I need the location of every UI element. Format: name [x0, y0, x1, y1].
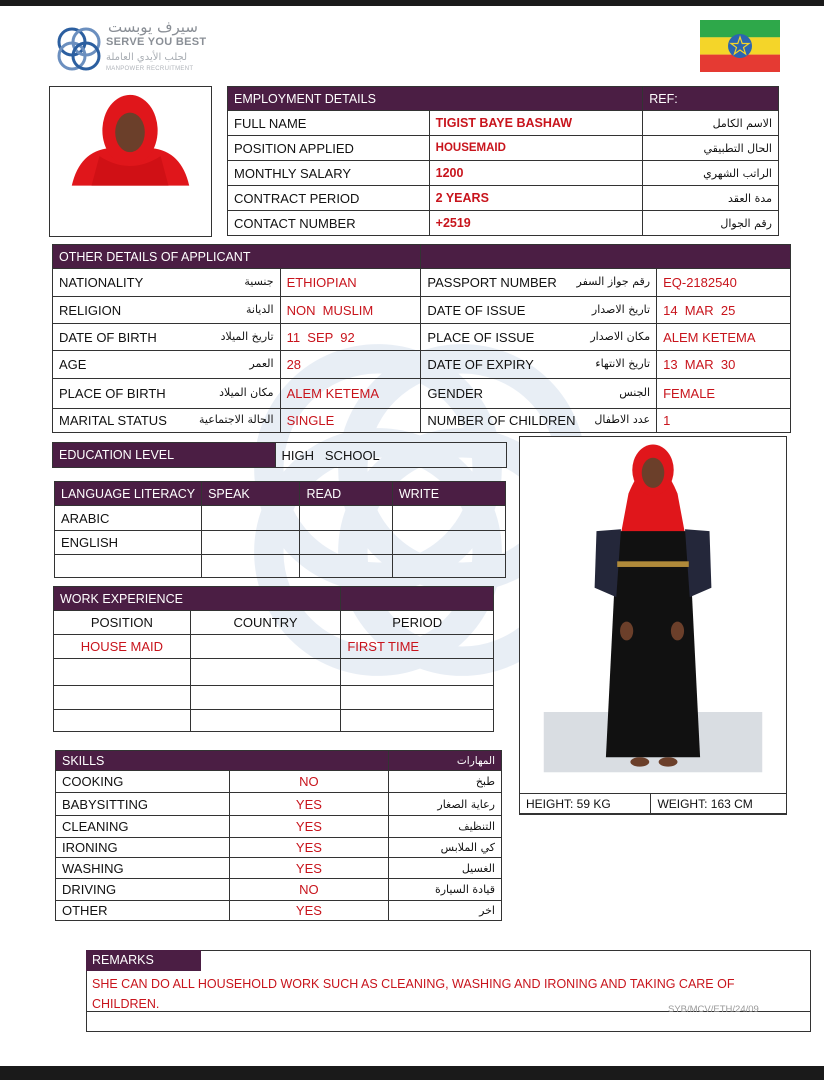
passport-number-value: EQ-2182540	[657, 269, 791, 297]
speak-header: SPEAK	[202, 482, 300, 506]
ethiopia-flag-icon	[700, 20, 780, 72]
skill-washing-value: YES	[229, 858, 388, 879]
work-position-value: HOUSE MAID	[54, 635, 191, 659]
skill-other-arabic: اخر	[389, 901, 502, 921]
portrait-photo	[49, 86, 212, 237]
skills-header: SKILLS	[56, 751, 389, 771]
date-of-issue-label: DATE OF ISSUE تاريخ الاصدار	[421, 297, 657, 324]
empty-speak	[202, 555, 300, 578]
education-level-value: HIGH SCHOOL	[275, 443, 506, 468]
work-row-empty	[190, 686, 341, 710]
work-period-value: FIRST TIME	[341, 635, 494, 659]
work-country-value	[190, 635, 341, 659]
position-applied-value: HOUSEMAID	[429, 136, 643, 161]
logo-arabic-text: سيرف يوبست	[108, 18, 198, 36]
contact-number-value: +2519	[429, 211, 643, 236]
skill-cleaning-label: CLEANING	[56, 816, 230, 838]
nationality-value: ETHIOPIAN	[280, 269, 421, 297]
employment-details-table	[227, 86, 779, 236]
skill-other-value: YES	[229, 901, 388, 921]
gender-value: FEMALE	[657, 379, 791, 409]
applicant-details-header-right	[421, 245, 791, 269]
top-border	[0, 0, 824, 6]
woman-portrait-icon	[50, 87, 211, 236]
skills-header-arabic: المهارات	[389, 751, 502, 771]
arabic-read	[300, 506, 392, 531]
english-read	[300, 531, 392, 555]
skill-babysitting-label: BABYSITTING	[56, 793, 230, 816]
date-of-expiry-label: DATE OF EXPIRY تاريخ الانتهاء	[421, 351, 657, 379]
height-value: HEIGHT: 59 KG	[520, 794, 651, 815]
logo-english-text: SERVE YOU BEST	[106, 36, 207, 48]
language-empty	[55, 555, 202, 578]
reference-code: SYB/MCV/ETH/24/09	[668, 1004, 759, 1015]
weight-value: WEIGHT: 163 CM	[651, 794, 787, 815]
education-table	[52, 442, 507, 468]
read-header: READ	[300, 482, 392, 506]
skill-driving-value: NO	[229, 879, 388, 901]
work-row-empty	[190, 710, 341, 732]
work-row-empty	[54, 710, 191, 732]
arabic-write	[392, 506, 505, 531]
applicant-details-header: OTHER DETAILS OF APPLICANT	[53, 245, 421, 269]
skill-ironing-value: YES	[229, 838, 388, 858]
skill-cooking-label: COOKING	[56, 771, 230, 793]
skill-cooking-value: NO	[229, 771, 388, 793]
place-of-issue-label: PLACE OF ISSUE مكان الاصدار	[421, 324, 657, 351]
work-row-empty	[341, 659, 494, 686]
country-column-header: COUNTRY	[190, 611, 341, 635]
contract-period-label: CONTRACT PERIOD	[228, 186, 430, 211]
date-of-birth-label: DATE OF BIRTH تاريخ الميلاد	[53, 324, 281, 351]
company-logo-icon	[54, 22, 104, 76]
skill-babysitting-arabic: رعاية الصغار	[389, 793, 502, 816]
date-of-birth-value: 11 SEP 92	[280, 324, 421, 351]
place-of-birth-label: PLACE OF BIRTH مكان الميلاد	[53, 379, 281, 409]
employment-details-header: EMPLOYMENT DETAILS	[228, 87, 643, 111]
monthly-salary-arabic: الراتب الشهري	[643, 161, 779, 186]
age-value: 28	[280, 351, 421, 379]
full-name-label: FULL NAME	[228, 111, 430, 136]
work-row-empty	[54, 686, 191, 710]
work-row-empty	[190, 659, 341, 686]
logo-tagline: MANPOWER RECRUITMENT	[106, 66, 194, 72]
place-of-birth-value: ALEM KETEMA	[280, 379, 421, 409]
work-experience-header-right	[341, 587, 494, 611]
full-body-photo	[519, 436, 787, 814]
gender-label: GENDER الجنس	[421, 379, 657, 409]
marital-status-value: SINGLE	[280, 409, 421, 433]
arabic-speak	[202, 506, 300, 531]
skill-cleaning-value: YES	[229, 816, 388, 838]
applicant-details-table	[52, 244, 791, 433]
skill-washing-arabic: الغسيل	[389, 858, 502, 879]
date-of-expiry-value: 13 MAR 30	[657, 351, 791, 379]
number-of-children-label: NUMBER OF CHILDREN عدد الاطفال	[421, 409, 657, 433]
remarks-text: SHE CAN DO ALL HOUSEHOLD WORK SUCH AS CLEANING, WASHING AND IRONING AND TAKING CARE OF CHILDREN.	[92, 977, 735, 1011]
skill-babysitting-value: YES	[229, 793, 388, 816]
education-level-label: EDUCATION LEVEL	[53, 443, 276, 468]
religion-label: RELIGION الديانة	[53, 297, 281, 324]
skill-driving-arabic: قيادة السيارة	[389, 879, 502, 901]
logo-arabic-subtitle: لجلب الأيدي العاملة	[106, 52, 188, 63]
date-of-issue-value: 14 MAR 25	[657, 297, 791, 324]
write-header: WRITE	[392, 482, 505, 506]
skill-cleaning-arabic: التنظيف	[389, 816, 502, 838]
full-name-value: TIGIST BAYE BASHAW	[429, 111, 643, 136]
number-of-children-value: 1	[657, 409, 791, 433]
empty-read	[300, 555, 392, 578]
full-name-arabic: الاسم الكامل	[643, 111, 779, 136]
period-column-header: PERIOD	[341, 611, 494, 635]
skills-table	[55, 750, 502, 921]
marital-status-label: MARITAL STATUS الحالة الاجتماعية	[53, 409, 281, 433]
language-arabic: ARABIC	[55, 506, 202, 531]
position-column-header: POSITION	[54, 611, 191, 635]
skill-other-label: OTHER	[56, 901, 230, 921]
age-label: AGE العمر	[53, 351, 281, 379]
work-row-empty	[341, 686, 494, 710]
contact-number-label: CONTACT NUMBER	[228, 211, 430, 236]
language-english: ENGLISH	[55, 531, 202, 555]
contract-period-arabic: مدة العقد	[643, 186, 779, 211]
work-row-empty	[341, 710, 494, 732]
skill-ironing-label: IRONING	[56, 838, 230, 858]
religion-value: NON MUSLIM	[280, 297, 421, 324]
language-literacy-header: LANGUAGE LITERACY	[55, 482, 202, 506]
remarks-header: REMARKS	[86, 950, 201, 971]
skill-driving-label: DRIVING	[56, 879, 230, 901]
work-row-empty	[54, 659, 191, 686]
language-table	[54, 481, 506, 578]
passport-number-label: PASSPORT NUMBER رقم جواز السفر	[421, 269, 657, 297]
ref-label: REF:	[643, 87, 779, 111]
monthly-salary-value: 1200	[429, 161, 643, 186]
height-weight-table	[519, 793, 787, 815]
work-experience-header: WORK EXPERIENCE	[54, 587, 341, 611]
position-applied-label: POSITION APPLIED	[228, 136, 430, 161]
english-speak	[202, 531, 300, 555]
monthly-salary-label: MONTHLY SALARY	[228, 161, 430, 186]
work-experience-table	[53, 586, 494, 732]
contact-number-arabic: رقم الجوال	[643, 211, 779, 236]
empty-write	[392, 555, 505, 578]
nationality-label: NATIONALITY جنسية	[53, 269, 281, 297]
contract-period-value: 2 YEARS	[429, 186, 643, 211]
place-of-issue-value: ALEM KETEMA	[657, 324, 791, 351]
position-applied-arabic: الحال التطبيقي	[643, 136, 779, 161]
skill-ironing-arabic: كي الملابس	[389, 838, 502, 858]
english-write	[392, 531, 505, 555]
bottom-border	[0, 1066, 824, 1080]
skill-cooking-arabic: طبخ	[389, 771, 502, 793]
woman-full-body-icon	[520, 437, 786, 793]
skill-washing-label: WASHING	[56, 858, 230, 879]
